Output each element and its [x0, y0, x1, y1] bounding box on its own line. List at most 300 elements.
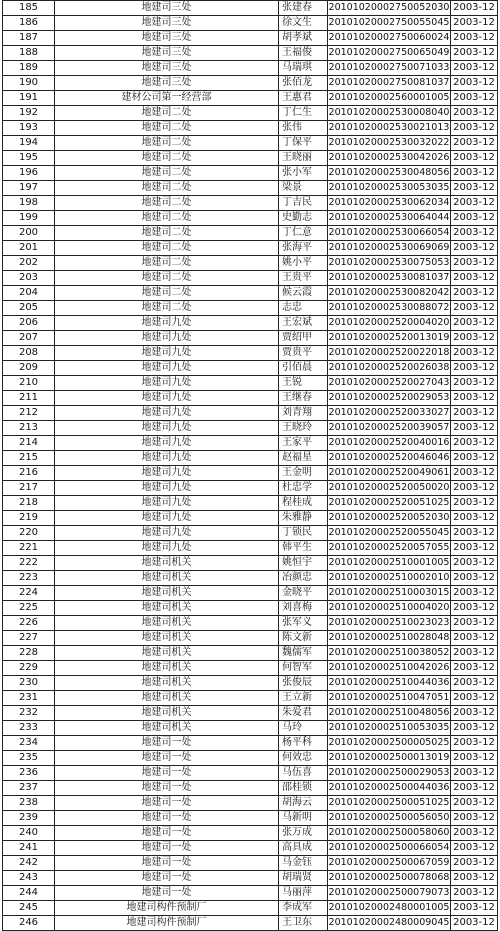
id-number-cell: 20101020002530088072	[328, 301, 451, 316]
unit-cell: 地建司三处	[55, 61, 279, 76]
date-cell: 2003-12	[451, 751, 498, 766]
date-cell: 2003-12	[451, 271, 498, 286]
date-cell: 2003-12	[451, 841, 498, 856]
row-number-cell: 234	[3, 736, 55, 751]
unit-cell: 地建司三处	[55, 31, 279, 46]
name-cell: 王金明	[279, 466, 328, 481]
table-row	[3, 61, 498, 76]
unit-cell: 地建司一处	[55, 736, 279, 751]
id-number-cell: 20101020002530082042	[328, 286, 451, 301]
date-cell: 2003-12	[451, 61, 498, 76]
id-number-cell: 20101020002510028048	[328, 631, 451, 646]
row-number-cell: 202	[3, 256, 55, 271]
name-cell: 冶颜忠	[279, 571, 328, 586]
name-cell: 王卫东	[279, 916, 328, 931]
row-number-cell: 224	[3, 586, 55, 601]
unit-cell: 地建司机关	[55, 706, 279, 721]
date-cell: 2003-12	[451, 436, 498, 451]
id-number-cell: 20101020002510004020	[328, 601, 451, 616]
row-number-cell: 186	[3, 16, 55, 31]
table-row	[3, 916, 498, 931]
unit-cell: 地建司九处	[55, 466, 279, 481]
unit-cell: 地建司一处	[55, 811, 279, 826]
row-number-cell: 185	[3, 1, 55, 16]
name-cell: 王惠君	[279, 91, 328, 106]
id-number-cell: 20101020002520050020	[328, 481, 451, 496]
table-row	[3, 331, 498, 346]
date-cell: 2003-12	[451, 571, 498, 586]
date-cell: 2003-12	[451, 661, 498, 676]
table-row	[3, 241, 498, 256]
id-number-cell: 20101020002500044036	[328, 781, 451, 796]
date-cell: 2003-12	[451, 781, 498, 796]
row-number-cell: 201	[3, 241, 55, 256]
date-cell: 2003-12	[451, 856, 498, 871]
table-row	[3, 871, 498, 886]
id-number-cell: 20101020002750055045	[328, 16, 451, 31]
table-row	[3, 631, 498, 646]
row-number-cell: 237	[3, 781, 55, 796]
table-row	[3, 556, 498, 571]
id-number-cell: 20101020002510042026	[328, 661, 451, 676]
name-cell: 马丽萍	[279, 886, 328, 901]
table-row	[3, 586, 498, 601]
id-number-cell: 20101020002520049061	[328, 466, 451, 481]
unit-cell: 地建司九处	[55, 346, 279, 361]
name-cell: 刘青翔	[279, 406, 328, 421]
unit-cell: 地建司九处	[55, 316, 279, 331]
row-number-cell: 239	[3, 811, 55, 826]
row-number-cell: 217	[3, 481, 55, 496]
id-number-cell: 20101020002530081037	[328, 271, 451, 286]
name-cell: 何智军	[279, 661, 328, 676]
table-row	[3, 841, 498, 856]
name-cell: 马伍喜	[279, 766, 328, 781]
name-cell: 丁锁民	[279, 526, 328, 541]
unit-cell: 地建司九处	[55, 361, 279, 376]
date-cell: 2003-12	[451, 826, 498, 841]
row-number-cell: 238	[3, 796, 55, 811]
id-number-cell: 20101020002530062034	[328, 196, 451, 211]
table-row	[3, 676, 498, 691]
name-cell: 胡海云	[279, 796, 328, 811]
unit-cell: 地建司九处	[55, 481, 279, 496]
row-number-cell: 231	[3, 691, 55, 706]
date-cell: 2003-12	[451, 631, 498, 646]
date-cell: 2003-12	[451, 181, 498, 196]
name-cell: 姚小平	[279, 256, 328, 271]
id-number-cell: 20101020002520046046	[328, 451, 451, 466]
row-number-cell: 233	[3, 721, 55, 736]
name-cell: 韩平生	[279, 541, 328, 556]
table-row	[3, 361, 498, 376]
name-cell: 王晓丽	[279, 151, 328, 166]
roster-table	[2, 0, 498, 931]
row-number-cell: 196	[3, 166, 55, 181]
id-number-cell: 20101020002500013019	[328, 751, 451, 766]
table-row	[3, 256, 498, 271]
id-number-cell: 20101020002530008040	[328, 106, 451, 121]
row-number-cell: 210	[3, 376, 55, 391]
date-cell: 2003-12	[451, 676, 498, 691]
date-cell: 2003-12	[451, 286, 498, 301]
row-number-cell: 188	[3, 46, 55, 61]
date-cell: 2003-12	[451, 391, 498, 406]
row-number-cell: 226	[3, 616, 55, 631]
id-number-cell: 20101020002500079073	[328, 886, 451, 901]
date-cell: 2003-12	[451, 256, 498, 271]
table-row	[3, 211, 498, 226]
name-cell: 高具成	[279, 841, 328, 856]
table-row	[3, 571, 498, 586]
row-number-cell: 223	[3, 571, 55, 586]
id-number-cell: 20101020002530066054	[328, 226, 451, 241]
table-row	[3, 301, 498, 316]
row-number-cell: 216	[3, 466, 55, 481]
id-number-cell: 20101020002750081037	[328, 76, 451, 91]
id-number-cell: 20101020002520055045	[328, 526, 451, 541]
date-cell: 2003-12	[451, 541, 498, 556]
unit-cell: 地建司九处	[55, 406, 279, 421]
table-row	[3, 121, 498, 136]
table-row	[3, 286, 498, 301]
unit-cell: 地建司一处	[55, 751, 279, 766]
row-number-cell: 189	[3, 61, 55, 76]
id-number-cell: 20101020002530021013	[328, 121, 451, 136]
id-number-cell: 20101020002520052030	[328, 511, 451, 526]
unit-cell: 地建司机关	[55, 601, 279, 616]
date-cell: 2003-12	[451, 721, 498, 736]
table-row	[3, 541, 498, 556]
table-row	[3, 346, 498, 361]
date-cell: 2003-12	[451, 406, 498, 421]
id-number-cell: 20101020002500005025	[328, 736, 451, 751]
unit-cell: 建材公司第一经营部	[55, 91, 279, 106]
unit-cell: 地建司二处	[55, 151, 279, 166]
unit-cell: 地建司一处	[55, 886, 279, 901]
unit-cell: 地建司机关	[55, 571, 279, 586]
date-cell: 2003-12	[451, 331, 498, 346]
date-cell: 2003-12	[451, 211, 498, 226]
id-number-cell: 20101020002500056050	[328, 811, 451, 826]
unit-cell: 地建司三处	[55, 16, 279, 31]
date-cell: 2003-12	[451, 556, 498, 571]
unit-cell: 地建司二处	[55, 196, 279, 211]
id-number-cell: 20101020002510038052	[328, 646, 451, 661]
date-cell: 2003-12	[451, 706, 498, 721]
row-number-cell: 236	[3, 766, 55, 781]
name-cell: 金晓平	[279, 586, 328, 601]
date-cell: 2003-12	[451, 601, 498, 616]
row-number-cell: 227	[3, 631, 55, 646]
date-cell: 2003-12	[451, 616, 498, 631]
date-cell: 2003-12	[451, 901, 498, 916]
name-cell: 史勤志	[279, 211, 328, 226]
table-row	[3, 16, 498, 31]
name-cell: 丁吉民	[279, 196, 328, 211]
name-cell: 魏儒军	[279, 646, 328, 661]
unit-cell: 地建司机关	[55, 676, 279, 691]
table-row	[3, 601, 498, 616]
name-cell: 胡孝斌	[279, 31, 328, 46]
table-row	[3, 856, 498, 871]
table-row	[3, 226, 498, 241]
id-number-cell: 20101020002530048056	[328, 166, 451, 181]
table-row	[3, 511, 498, 526]
date-cell: 2003-12	[451, 301, 498, 316]
id-number-cell: 20101020002510047051	[328, 691, 451, 706]
unit-cell: 地建司九处	[55, 436, 279, 451]
unit-cell: 地建司三处	[55, 76, 279, 91]
unit-cell: 地建司一处	[55, 871, 279, 886]
id-number-cell: 20101020002530042026	[328, 151, 451, 166]
name-cell: 张小军	[279, 166, 328, 181]
table-row	[3, 886, 498, 901]
id-number-cell: 20101020002510023023	[328, 616, 451, 631]
row-number-cell: 198	[3, 196, 55, 211]
row-number-cell: 206	[3, 316, 55, 331]
date-cell: 2003-12	[451, 31, 498, 46]
row-number-cell: 197	[3, 181, 55, 196]
unit-cell: 地建司二处	[55, 271, 279, 286]
id-number-cell: 20101020002510053035	[328, 721, 451, 736]
date-cell: 2003-12	[451, 526, 498, 541]
table-row	[3, 391, 498, 406]
unit-cell: 地建司机关	[55, 616, 279, 631]
id-number-cell: 20101020002520004020	[328, 316, 451, 331]
id-number-cell: 20101020002510002010	[328, 571, 451, 586]
table-row	[3, 181, 498, 196]
row-number-cell: 193	[3, 121, 55, 136]
row-number-cell: 211	[3, 391, 55, 406]
table-row	[3, 781, 498, 796]
unit-cell: 地建司九处	[55, 391, 279, 406]
row-number-cell: 195	[3, 151, 55, 166]
table-row	[3, 271, 498, 286]
table-row	[3, 451, 498, 466]
date-cell: 2003-12	[451, 316, 498, 331]
unit-cell: 地建司九处	[55, 376, 279, 391]
name-cell: 王锐	[279, 376, 328, 391]
name-cell: 张军义	[279, 616, 328, 631]
id-number-cell: 20101020002530032022	[328, 136, 451, 151]
date-cell: 2003-12	[451, 916, 498, 931]
name-cell: 何效忠	[279, 751, 328, 766]
unit-cell: 地建司二处	[55, 241, 279, 256]
row-number-cell: 207	[3, 331, 55, 346]
name-cell: 姚恒宇	[279, 556, 328, 571]
row-number-cell: 243	[3, 871, 55, 886]
name-cell: 张俊辰	[279, 676, 328, 691]
unit-cell: 地建司构件预制厂	[55, 916, 279, 931]
name-cell: 胡瑞贤	[279, 871, 328, 886]
date-cell: 2003-12	[451, 466, 498, 481]
table-row	[3, 91, 498, 106]
date-cell: 2003-12	[451, 91, 498, 106]
unit-cell: 地建司九处	[55, 331, 279, 346]
unit-cell: 地建司三处	[55, 46, 279, 61]
name-cell: 王家平	[279, 436, 328, 451]
unit-cell: 地建司机关	[55, 556, 279, 571]
row-number-cell: 232	[3, 706, 55, 721]
row-number-cell: 212	[3, 406, 55, 421]
row-number-cell: 209	[3, 361, 55, 376]
unit-cell: 地建司二处	[55, 211, 279, 226]
id-number-cell: 20101020002530053035	[328, 181, 451, 196]
id-number-cell: 20101020002530064044	[328, 211, 451, 226]
table-row	[3, 406, 498, 421]
table-row	[3, 316, 498, 331]
unit-cell: 地建司九处	[55, 451, 279, 466]
row-number-cell: 218	[3, 496, 55, 511]
date-cell: 2003-12	[451, 886, 498, 901]
name-cell: 张万成	[279, 826, 328, 841]
name-cell: 张伟	[279, 121, 328, 136]
name-cell: 王继春	[279, 391, 328, 406]
unit-cell: 地建司二处	[55, 226, 279, 241]
unit-cell: 地建司二处	[55, 181, 279, 196]
date-cell: 2003-12	[451, 106, 498, 121]
row-number-cell: 204	[3, 286, 55, 301]
unit-cell: 地建司九处	[55, 526, 279, 541]
table-row	[3, 481, 498, 496]
name-cell: 徐文生	[279, 16, 328, 31]
unit-cell: 地建司一处	[55, 826, 279, 841]
name-cell: 杜忠学	[279, 481, 328, 496]
row-number-cell: 213	[3, 421, 55, 436]
date-cell: 2003-12	[451, 361, 498, 376]
name-cell: 程桂成	[279, 496, 328, 511]
date-cell: 2003-12	[451, 481, 498, 496]
id-number-cell: 20101020002520040016	[328, 436, 451, 451]
id-number-cell: 20101020002480009045	[328, 916, 451, 931]
unit-cell: 地建司机关	[55, 646, 279, 661]
id-number-cell: 20101020002510048056	[328, 706, 451, 721]
date-cell: 2003-12	[451, 76, 498, 91]
unit-cell: 地建司二处	[55, 286, 279, 301]
name-cell: 张佰龙	[279, 76, 328, 91]
date-cell: 2003-12	[451, 241, 498, 256]
unit-cell: 地建司三处	[55, 1, 279, 16]
unit-cell: 地建司二处	[55, 121, 279, 136]
row-number-cell: 220	[3, 526, 55, 541]
table-row	[3, 526, 498, 541]
row-number-cell: 225	[3, 601, 55, 616]
date-cell: 2003-12	[451, 1, 498, 16]
name-cell: 丁仁生	[279, 106, 328, 121]
name-cell: 丁仁意	[279, 226, 328, 241]
name-cell: 丁保平	[279, 136, 328, 151]
table-row	[3, 166, 498, 181]
date-cell: 2003-12	[451, 451, 498, 466]
id-number-cell: 20101020002500067059	[328, 856, 451, 871]
row-number-cell: 194	[3, 136, 55, 151]
date-cell: 2003-12	[451, 691, 498, 706]
id-number-cell: 20101020002530069069	[328, 241, 451, 256]
id-number-cell: 20101020002500066054	[328, 841, 451, 856]
row-number-cell: 191	[3, 91, 55, 106]
unit-cell: 地建司机关	[55, 586, 279, 601]
unit-cell: 地建司九处	[55, 511, 279, 526]
date-cell: 2003-12	[451, 871, 498, 886]
row-number-cell: 242	[3, 856, 55, 871]
name-cell: 王宏斌	[279, 316, 328, 331]
name-cell: 朱爱君	[279, 706, 328, 721]
date-cell: 2003-12	[451, 421, 498, 436]
table-row	[3, 721, 498, 736]
row-number-cell: 187	[3, 31, 55, 46]
row-number-cell: 241	[3, 841, 55, 856]
row-number-cell: 205	[3, 301, 55, 316]
date-cell: 2003-12	[451, 151, 498, 166]
name-cell: 志忠	[279, 301, 328, 316]
id-number-cell: 20101020002750071033	[328, 61, 451, 76]
date-cell: 2003-12	[451, 796, 498, 811]
name-cell: 引佰晨	[279, 361, 328, 376]
row-number-cell: 244	[3, 886, 55, 901]
unit-cell: 地建司机关	[55, 691, 279, 706]
roster-table-body	[3, 1, 498, 931]
name-cell: 邵桂锁	[279, 781, 328, 796]
row-number-cell: 214	[3, 436, 55, 451]
table-row	[3, 466, 498, 481]
unit-cell: 地建司机关	[55, 721, 279, 736]
id-number-cell: 20101020002520026038	[328, 361, 451, 376]
date-cell: 2003-12	[451, 121, 498, 136]
table-row	[3, 616, 498, 631]
unit-cell: 地建司机关	[55, 631, 279, 646]
id-number-cell: 20101020002530075053	[328, 256, 451, 271]
name-cell: 马金钰	[279, 856, 328, 871]
unit-cell: 地建司一处	[55, 796, 279, 811]
row-number-cell: 215	[3, 451, 55, 466]
date-cell: 2003-12	[451, 511, 498, 526]
table-row	[3, 106, 498, 121]
date-cell: 2003-12	[451, 46, 498, 61]
id-number-cell: 20101020002510001005	[328, 556, 451, 571]
unit-cell: 地建司一处	[55, 856, 279, 871]
date-cell: 2003-12	[451, 226, 498, 241]
id-number-cell: 20101020002500029053	[328, 766, 451, 781]
id-number-cell: 20101020002520013019	[328, 331, 451, 346]
table-row	[3, 661, 498, 676]
table-row	[3, 421, 498, 436]
unit-cell: 地建司二处	[55, 166, 279, 181]
row-number-cell: 199	[3, 211, 55, 226]
table-row	[3, 811, 498, 826]
name-cell: 朱雅静	[279, 511, 328, 526]
id-number-cell: 20101020002520029053	[328, 391, 451, 406]
unit-cell: 地建司一处	[55, 841, 279, 856]
name-cell: 梁景	[279, 181, 328, 196]
date-cell: 2003-12	[451, 766, 498, 781]
unit-cell: 地建司九处	[55, 496, 279, 511]
date-cell: 2003-12	[451, 16, 498, 31]
name-cell: 马玲	[279, 721, 328, 736]
row-number-cell: 235	[3, 751, 55, 766]
id-number-cell: 20101020002500051025	[328, 796, 451, 811]
name-cell: 赵福星	[279, 451, 328, 466]
table-row	[3, 736, 498, 751]
name-cell: 王立新	[279, 691, 328, 706]
id-number-cell: 20101020002510044036	[328, 676, 451, 691]
name-cell: 王福俊	[279, 46, 328, 61]
table-row	[3, 646, 498, 661]
row-number-cell: 240	[3, 826, 55, 841]
name-cell: 王贵平	[279, 271, 328, 286]
id-number-cell: 20101020002520022018	[328, 346, 451, 361]
id-number-cell: 20101020002500078068	[328, 871, 451, 886]
